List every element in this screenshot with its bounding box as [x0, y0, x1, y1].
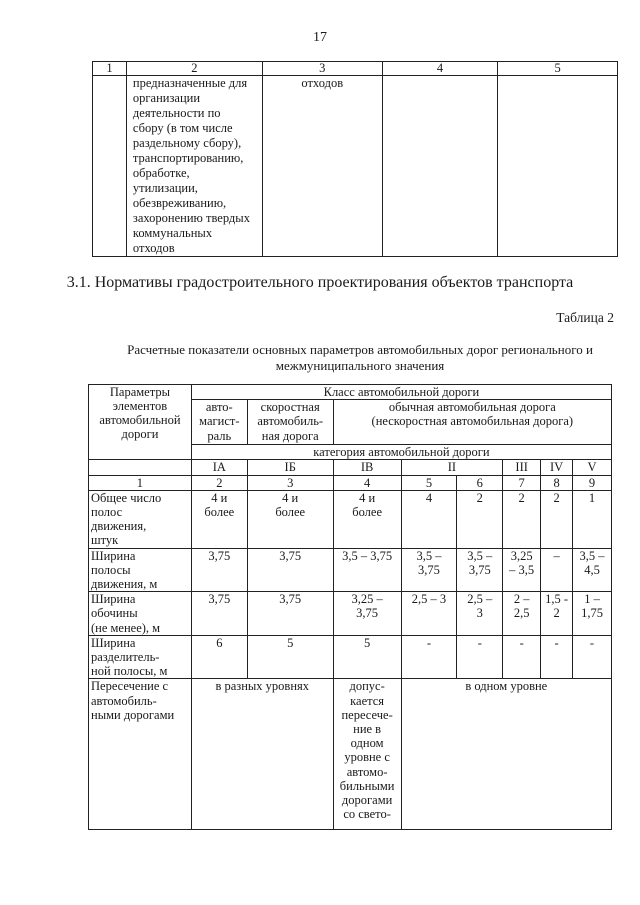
- column-number: 1: [89, 475, 192, 490]
- column-numbers-row: [89, 475, 612, 490]
- top-table-cell: отходов: [262, 76, 382, 257]
- category-row: [89, 460, 612, 475]
- different-levels-cell: в разных уровнях: [191, 679, 333, 830]
- row-value: -: [401, 635, 457, 679]
- row-value: 5: [333, 635, 401, 679]
- row-value: 4: [401, 490, 457, 548]
- row-value: 2 – 2,5: [503, 592, 541, 636]
- row-value: 3,5 – 4,5: [573, 548, 612, 592]
- table-row: [89, 635, 612, 679]
- row-label: Ширина разделитель- ной полосы, м: [89, 635, 192, 679]
- row-label: Ширина полосы движения, м: [89, 548, 192, 592]
- row-value: -: [503, 635, 541, 679]
- table-caption: Расчетные показатели основных параметров автомобильных дорог регионального и межмуниципального значения: [127, 342, 593, 373]
- permitted-cell: допус- кается пересече- ние в одном уровне с автомо- бильными дорогами со свето-: [333, 679, 401, 830]
- row-label: Общее число полос движения, штук: [89, 490, 192, 548]
- class-header: Класс автомобильной дороги: [191, 385, 611, 400]
- column-number: 4: [333, 475, 401, 490]
- category-header: категория автомобильной дороги: [191, 445, 611, 460]
- row-value: 4 и более: [191, 490, 247, 548]
- class-express: скоростная автомобиль- ная дорога: [247, 400, 333, 445]
- row-value: 1 – 1,75: [573, 592, 612, 636]
- row-value: 2: [541, 490, 573, 548]
- column-number: 6: [457, 475, 503, 490]
- top-table-header-cell: 2: [126, 62, 262, 76]
- column-number: 5: [401, 475, 457, 490]
- row-value: 2: [503, 490, 541, 548]
- top-table-cell: [498, 76, 618, 257]
- top-table-header-cell: 4: [382, 62, 498, 76]
- row-value: 6: [191, 635, 247, 679]
- row-value: 4 и более: [333, 490, 401, 548]
- section-heading: 3.1. Нормативы градостроительного проектирования объектов транспорта: [66, 274, 574, 291]
- header-row-class: [89, 385, 612, 400]
- table-row: [89, 548, 612, 592]
- class-motorway: авто- магист- раль: [191, 400, 247, 445]
- row-value: 3,75: [191, 592, 247, 636]
- row-value: 3,5 – 3,75: [457, 548, 503, 592]
- row-value: 3,75: [191, 548, 247, 592]
- category-cell: IБ: [247, 460, 333, 475]
- row-value: 2,5 – 3: [457, 592, 503, 636]
- top-table-cell: [382, 76, 498, 257]
- row-label: Пересечение с автомобиль- ными дорогами: [89, 679, 192, 830]
- column-number: 9: [573, 475, 612, 490]
- row-value: 2,5 – 3: [401, 592, 457, 636]
- top-table-header-cell: 3: [262, 62, 382, 76]
- top-table-row: [93, 76, 618, 257]
- category-blank: [89, 460, 192, 475]
- top-table-header-cell: 5: [498, 62, 618, 76]
- row-value: 5: [247, 635, 333, 679]
- row-value: -: [541, 635, 573, 679]
- category-cell: IА: [191, 460, 247, 475]
- top-table: [92, 61, 618, 257]
- category-cell: II: [401, 460, 503, 475]
- page-number: 17: [313, 30, 327, 45]
- category-cell: IV: [541, 460, 573, 475]
- row-value: 2: [457, 490, 503, 548]
- road-parameters-table: [88, 384, 612, 830]
- top-table-cell: [93, 76, 127, 257]
- row-value: 4 и более: [247, 490, 333, 548]
- row-label: Ширина обочины (не менее), м: [89, 592, 192, 636]
- class-ordinary: обычная автомобильная дорога (нескоростная автомобильная дорога): [333, 400, 611, 445]
- category-cell: V: [573, 460, 612, 475]
- top-table-header-row: [93, 62, 618, 76]
- column-number: 3: [247, 475, 333, 490]
- row-value: –: [541, 548, 573, 592]
- row-value: -: [457, 635, 503, 679]
- table-label: Таблица 2: [556, 310, 614, 325]
- row-value: 3,5 – 3,75: [401, 548, 457, 592]
- row-value: 3,25 – 3,75: [333, 592, 401, 636]
- row-value: 1: [573, 490, 612, 548]
- top-table-header-cell: 1: [93, 62, 127, 76]
- same-level-cell: в одном уровне: [401, 679, 611, 830]
- row-value: 3,25 – 3,5: [503, 548, 541, 592]
- column-number: 7: [503, 475, 541, 490]
- column-number: 2: [191, 475, 247, 490]
- row-value: 3,75: [247, 592, 333, 636]
- top-table-cell: предназначенные для организации деятельности по сбору (в том числе раздельному сбору), транспортированию, обработке, утилизации, обезвреживанию, захоронению твердых коммунальных отходов: [126, 76, 262, 257]
- category-cell: IВ: [333, 460, 401, 475]
- row-value: 1,5 - 2: [541, 592, 573, 636]
- table-row: [89, 679, 612, 830]
- column-number: 8: [541, 475, 573, 490]
- table-row: [89, 592, 612, 636]
- param-header: Параметры элементов автомобильной дороги: [89, 385, 192, 460]
- table-row: [89, 490, 612, 548]
- category-cell: III: [503, 460, 541, 475]
- row-value: 3,75: [247, 548, 333, 592]
- row-value: -: [573, 635, 612, 679]
- row-value: 3,5 – 3,75: [333, 548, 401, 592]
